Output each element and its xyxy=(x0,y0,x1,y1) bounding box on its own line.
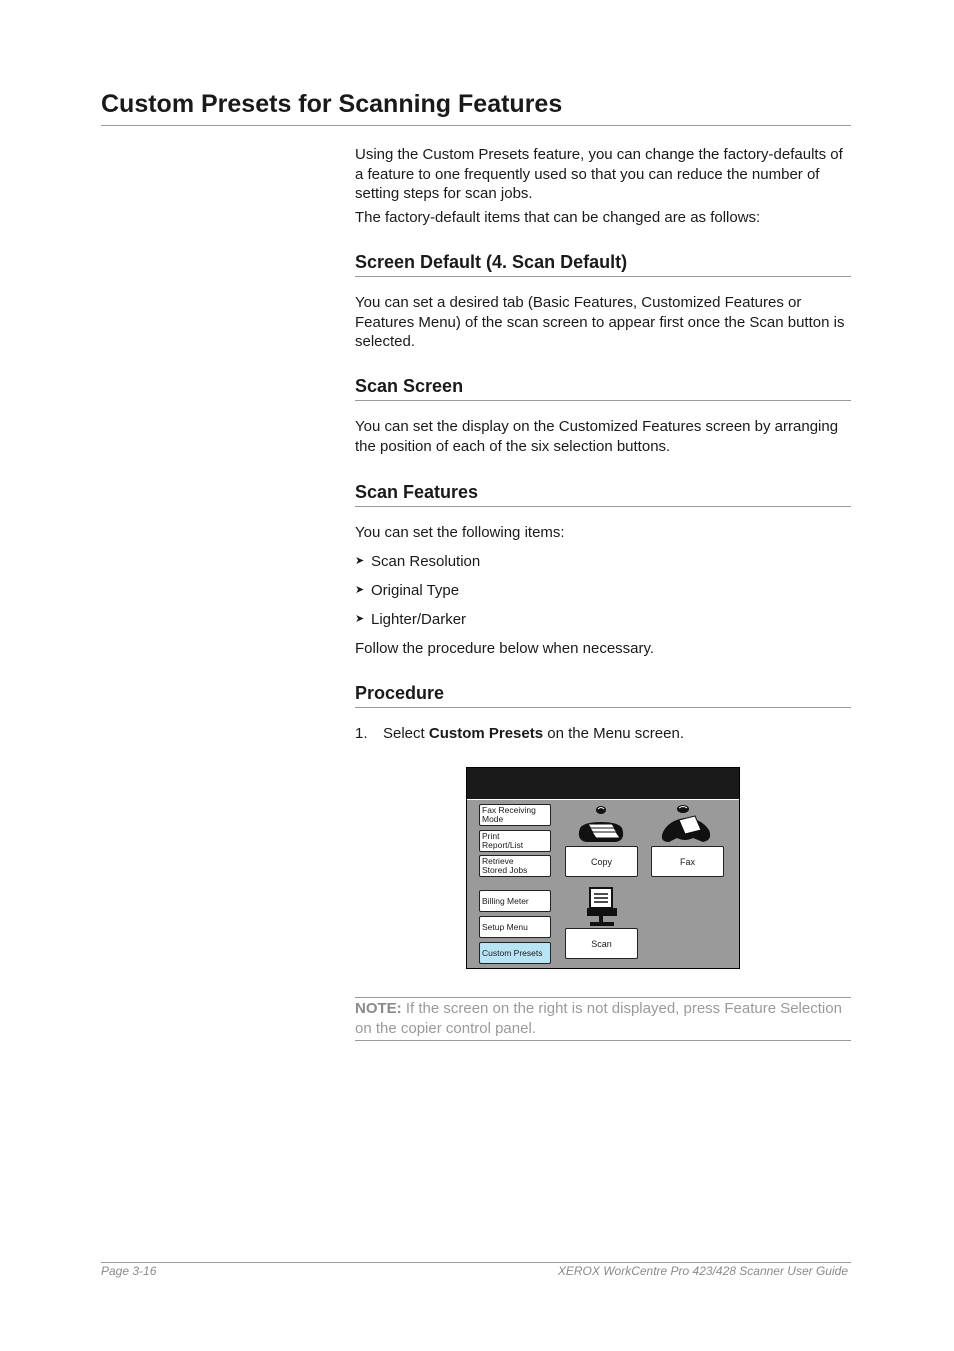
button-label-line: Stored Jobs xyxy=(482,865,528,875)
list-item xyxy=(355,552,851,571)
copy-button[interactable]: Copy xyxy=(565,846,638,877)
section-scan-features xyxy=(355,482,851,658)
section-divider xyxy=(355,506,851,507)
section-body: You can set a desired tab (Basic Features, Customized Features or Features Menu) of the scan screen to appear first once the Scan button is selected. xyxy=(355,294,845,350)
section-lead: You can set the following items: xyxy=(355,524,565,541)
section-divider xyxy=(355,707,851,708)
fax-icon xyxy=(657,802,717,844)
section-heading: Procedure xyxy=(355,683,445,703)
section-screen-default xyxy=(355,252,851,352)
section-divider xyxy=(355,400,851,401)
print-report-list-button[interactable] xyxy=(479,830,551,852)
button-label-line: Fax Receiving xyxy=(482,805,536,815)
fax-button[interactable]: Fax xyxy=(651,846,724,877)
step-text-pre: Select xyxy=(383,725,429,742)
intro-paragraph: Using the Custom Presets feature, you can change the factory-defaults of a feature to one frequently used so that you can reduce the number of setting steps for scan jobs. xyxy=(355,146,843,202)
arrow-bullet-icon: ➤ xyxy=(355,612,365,625)
arrow-bullet-icon: ➤ xyxy=(355,554,365,567)
footer-guide-title: XEROX WorkCentre Pro 423/428 Scanner User Guide xyxy=(557,1264,848,1278)
list-item xyxy=(355,610,851,629)
button-label-line: Report/List xyxy=(482,840,524,850)
note-box xyxy=(355,997,851,1041)
section-heading: Scan Features xyxy=(355,482,479,502)
button-label-line: Mode xyxy=(482,814,504,824)
title-divider xyxy=(101,125,851,126)
step-text-post: on the Menu screen. xyxy=(543,725,684,742)
section-heading: Screen Default (4. Scan Default) xyxy=(355,252,628,272)
section-divider xyxy=(355,276,851,277)
footer-divider xyxy=(101,1262,851,1263)
copy-icon xyxy=(572,802,630,846)
arrow-bullet-icon: ➤ xyxy=(355,583,365,596)
list-item-label: Lighter/Darker xyxy=(371,610,467,628)
list-item-label: Scan Resolution xyxy=(371,552,481,570)
step-text-bold: Custom Presets xyxy=(428,725,544,742)
footer-page-number: Page 3-16 xyxy=(101,1264,157,1278)
scanner-icon xyxy=(584,886,620,928)
note-label: NOTE: xyxy=(355,1000,402,1017)
scan-button[interactable]: Scan xyxy=(565,928,638,959)
screen-header-edge xyxy=(467,799,739,800)
step-number: 1. xyxy=(355,725,368,742)
setup-menu-button[interactable]: Setup Menu xyxy=(479,916,551,938)
section-follow: Follow the procedure below when necessary. xyxy=(355,639,655,657)
fax-receiving-mode-button[interactable] xyxy=(479,804,551,826)
note-text: If the screen on the right is not displayed, press Feature Selection on the copier control panel. xyxy=(355,1000,842,1037)
section-heading: Scan Screen xyxy=(355,376,464,396)
intro-section xyxy=(355,145,851,227)
procedure-step xyxy=(355,724,851,743)
screen-header-bar xyxy=(467,768,739,799)
button-label-line: Print xyxy=(482,831,500,841)
intro-paragraph-2: The factory-default items that can be changed are as follows: xyxy=(355,208,761,226)
section-scan-screen xyxy=(355,376,851,456)
page-title: Custom Presets for Scanning Features xyxy=(101,90,563,118)
section-body: You can set the display on the Customized Features screen by arranging the position of each of the six selection buttons. xyxy=(355,418,839,455)
custom-presets-button[interactable]: Custom Presets xyxy=(479,942,551,964)
list-item xyxy=(355,581,851,600)
billing-meter-button[interactable]: Billing Meter xyxy=(479,890,551,912)
menu-screen-illustration xyxy=(466,767,740,969)
section-procedure xyxy=(355,683,851,743)
button-label-line: Retrieve xyxy=(482,856,514,866)
retrieve-stored-jobs-button[interactable] xyxy=(479,855,551,877)
list-item-label: Original Type xyxy=(371,581,460,599)
